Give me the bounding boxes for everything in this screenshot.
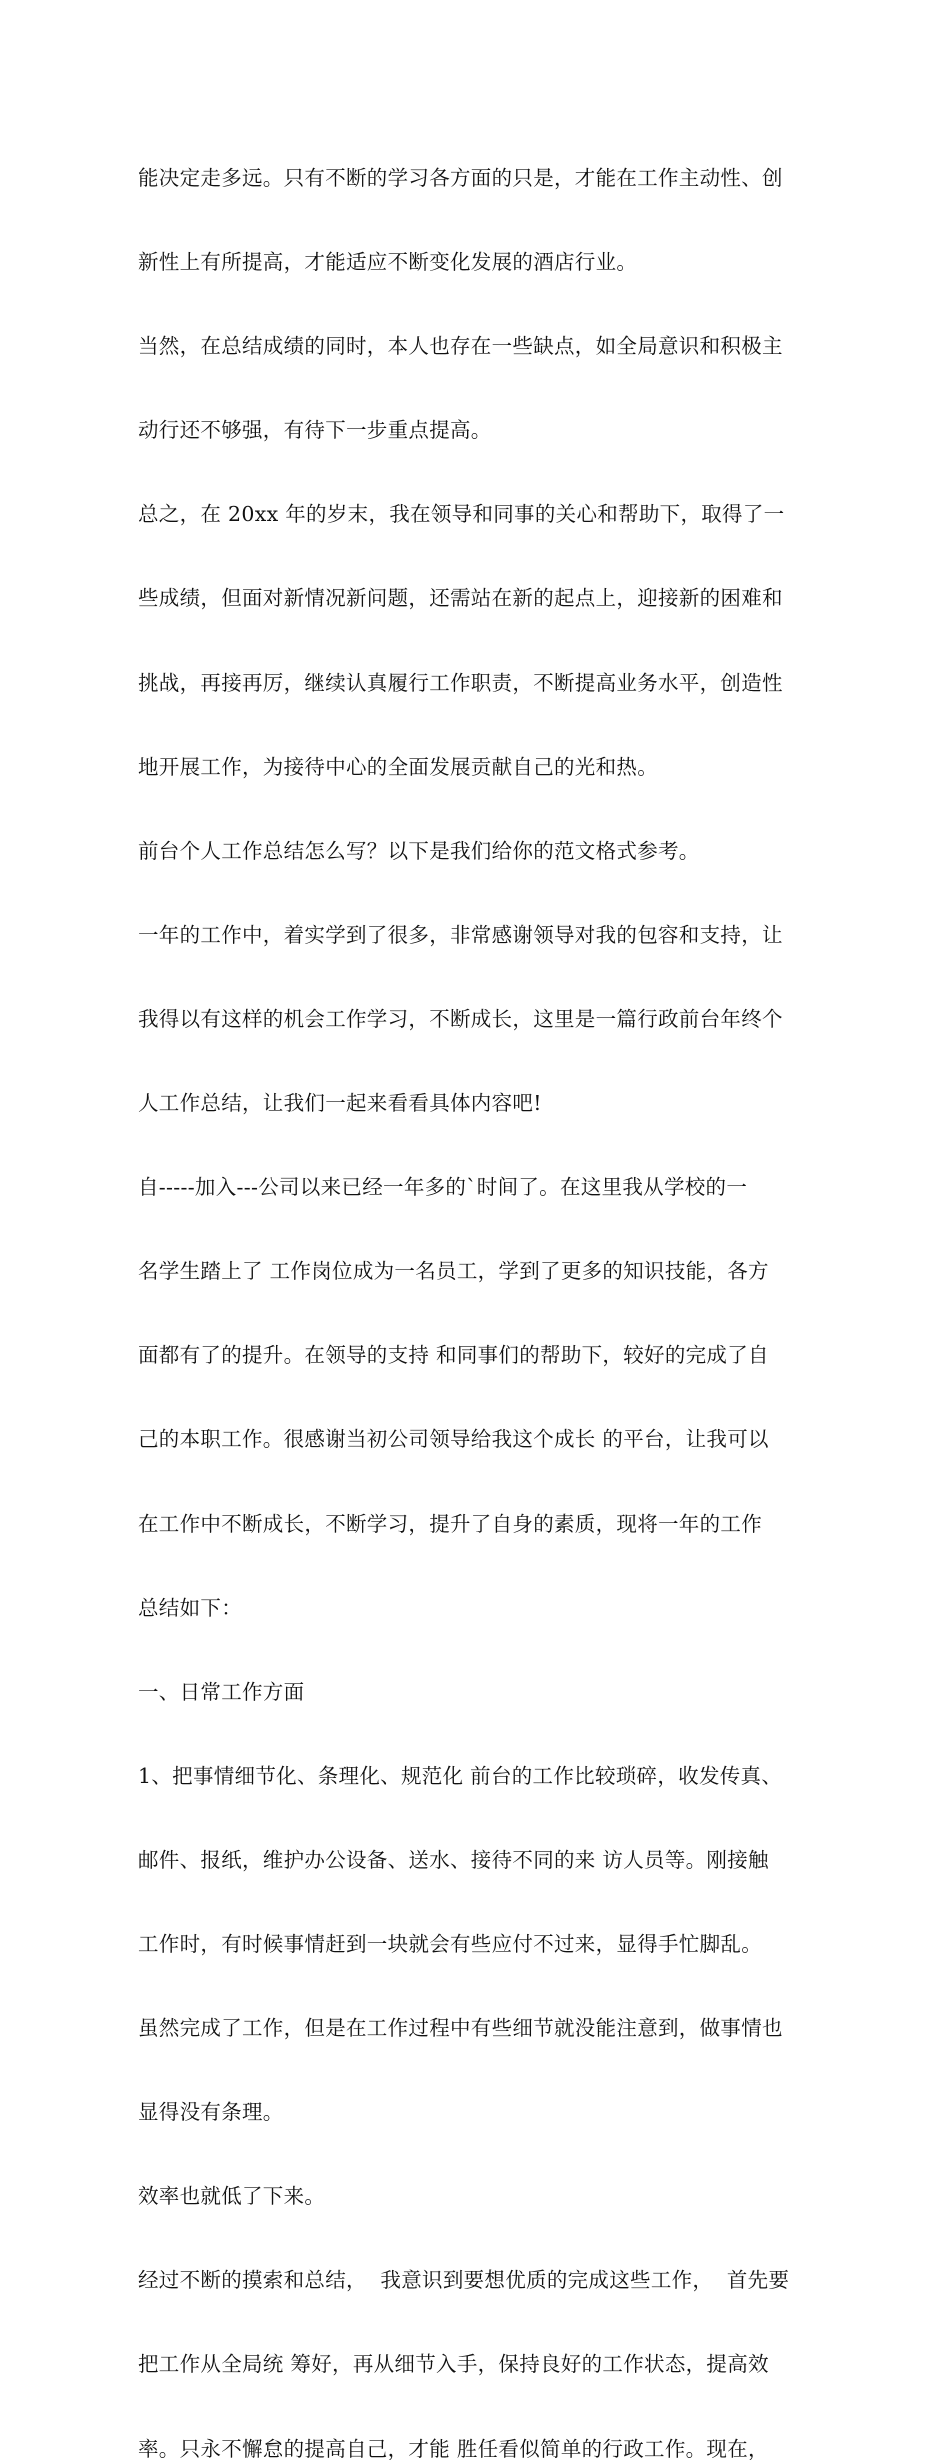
text-line: 前台个人工作总结怎么写？以下是我们给你的范文格式参考。 (138, 838, 700, 863)
text-line: 面都有了的提升。在领导的支持 和同事们的帮助下，较好的完成了自 (138, 1343, 769, 1368)
text-line: 率。只永不懈怠的提高自己，才能 胜任看似简单的行政工作。现在， (138, 2436, 769, 2460)
text-line: 邮件、报纸，维护办公设备、送水、接待不同的来 访人员等。刚接触 (138, 1847, 769, 1872)
text-line: 能决定走多远。只有不断的学习各方面的只是，才能在工作主动性、创 (138, 166, 783, 190)
text-line: 显得没有条理。 (138, 2100, 284, 2125)
text-line: 把工作从全局统 筹好，再从细节入手，保持良好的工作状态，提高效 (138, 2352, 769, 2377)
text-line: 当然，在总结成绩的同时，本人也存在一些缺点，如全局意识和积极主 (138, 334, 783, 359)
text-line: 动行还不够强，有待下一步重点提高。 (138, 418, 492, 443)
text-line: 新性上有所提高，才能适应不断变化发展的酒店行业。 (138, 250, 638, 275)
text-line: 己的本职工作。很感谢当初公司领导给我这个成长 的平台，让我可以 (138, 1427, 769, 1452)
text-line: 效率也就低了下来。 (138, 2184, 326, 2209)
text-line: 总之，在 20xx 年的岁末，我在领导和同事的关心和帮助下，取得了一 (138, 502, 785, 527)
text-line: 总结如下： (138, 1595, 242, 1620)
text-line: 我得以有这样的机会工作学习，不断成长，这里是一篇行政前台年终个 (138, 1006, 783, 1031)
text-line: 经过不断的摸索和总结， 我意识到要想优质的完成这些工作， 首先要 (138, 2268, 790, 2293)
text-line: 工作时，有时候事情赶到一块就会有些应付不过来，显得手忙脚乱。 (138, 1931, 762, 1956)
section-heading: 一、日常工作方面 (138, 1679, 305, 1704)
text-line: 1、把事情细节化、条理化、规范化 前台的工作比较琐碎，收发传真、 (138, 1763, 783, 1788)
text-line: 些成绩，但面对新情况新问题，还需站在新的起点上，迎接新的困难和 (138, 586, 783, 611)
text-line: 挑战，再接再厉，继续认真履行工作职责，不断提高业务水平，创造性 (138, 670, 783, 695)
document-body (138, 112, 818, 2460)
text-line: 自-----加入---公司以来已经一年多的`时间了。在这里我从学校的一 (138, 1175, 748, 1200)
text-line: 地开展工作，为接待中心的全面发展贡献自己的光和热。 (138, 754, 658, 779)
text-line: 在工作中不断成长，不断学习，提升了自身的素质，现将一年的工作 (138, 1511, 762, 1536)
text-line: 人工作总结，让我们一起来看看具体内容吧! (138, 1091, 542, 1116)
text-line: 名学生踏上了 工作岗位成为一名员工，学到了更多的知识技能，各方 (138, 1259, 769, 1284)
text-line: 虽然完成了工作，但是在工作过程中有些细节就没能注意到，做事情也 (138, 2016, 783, 2041)
text-line: 一年的工作中，着实学到了很多，非常感谢领导对我的包容和支持，让 (138, 922, 783, 947)
